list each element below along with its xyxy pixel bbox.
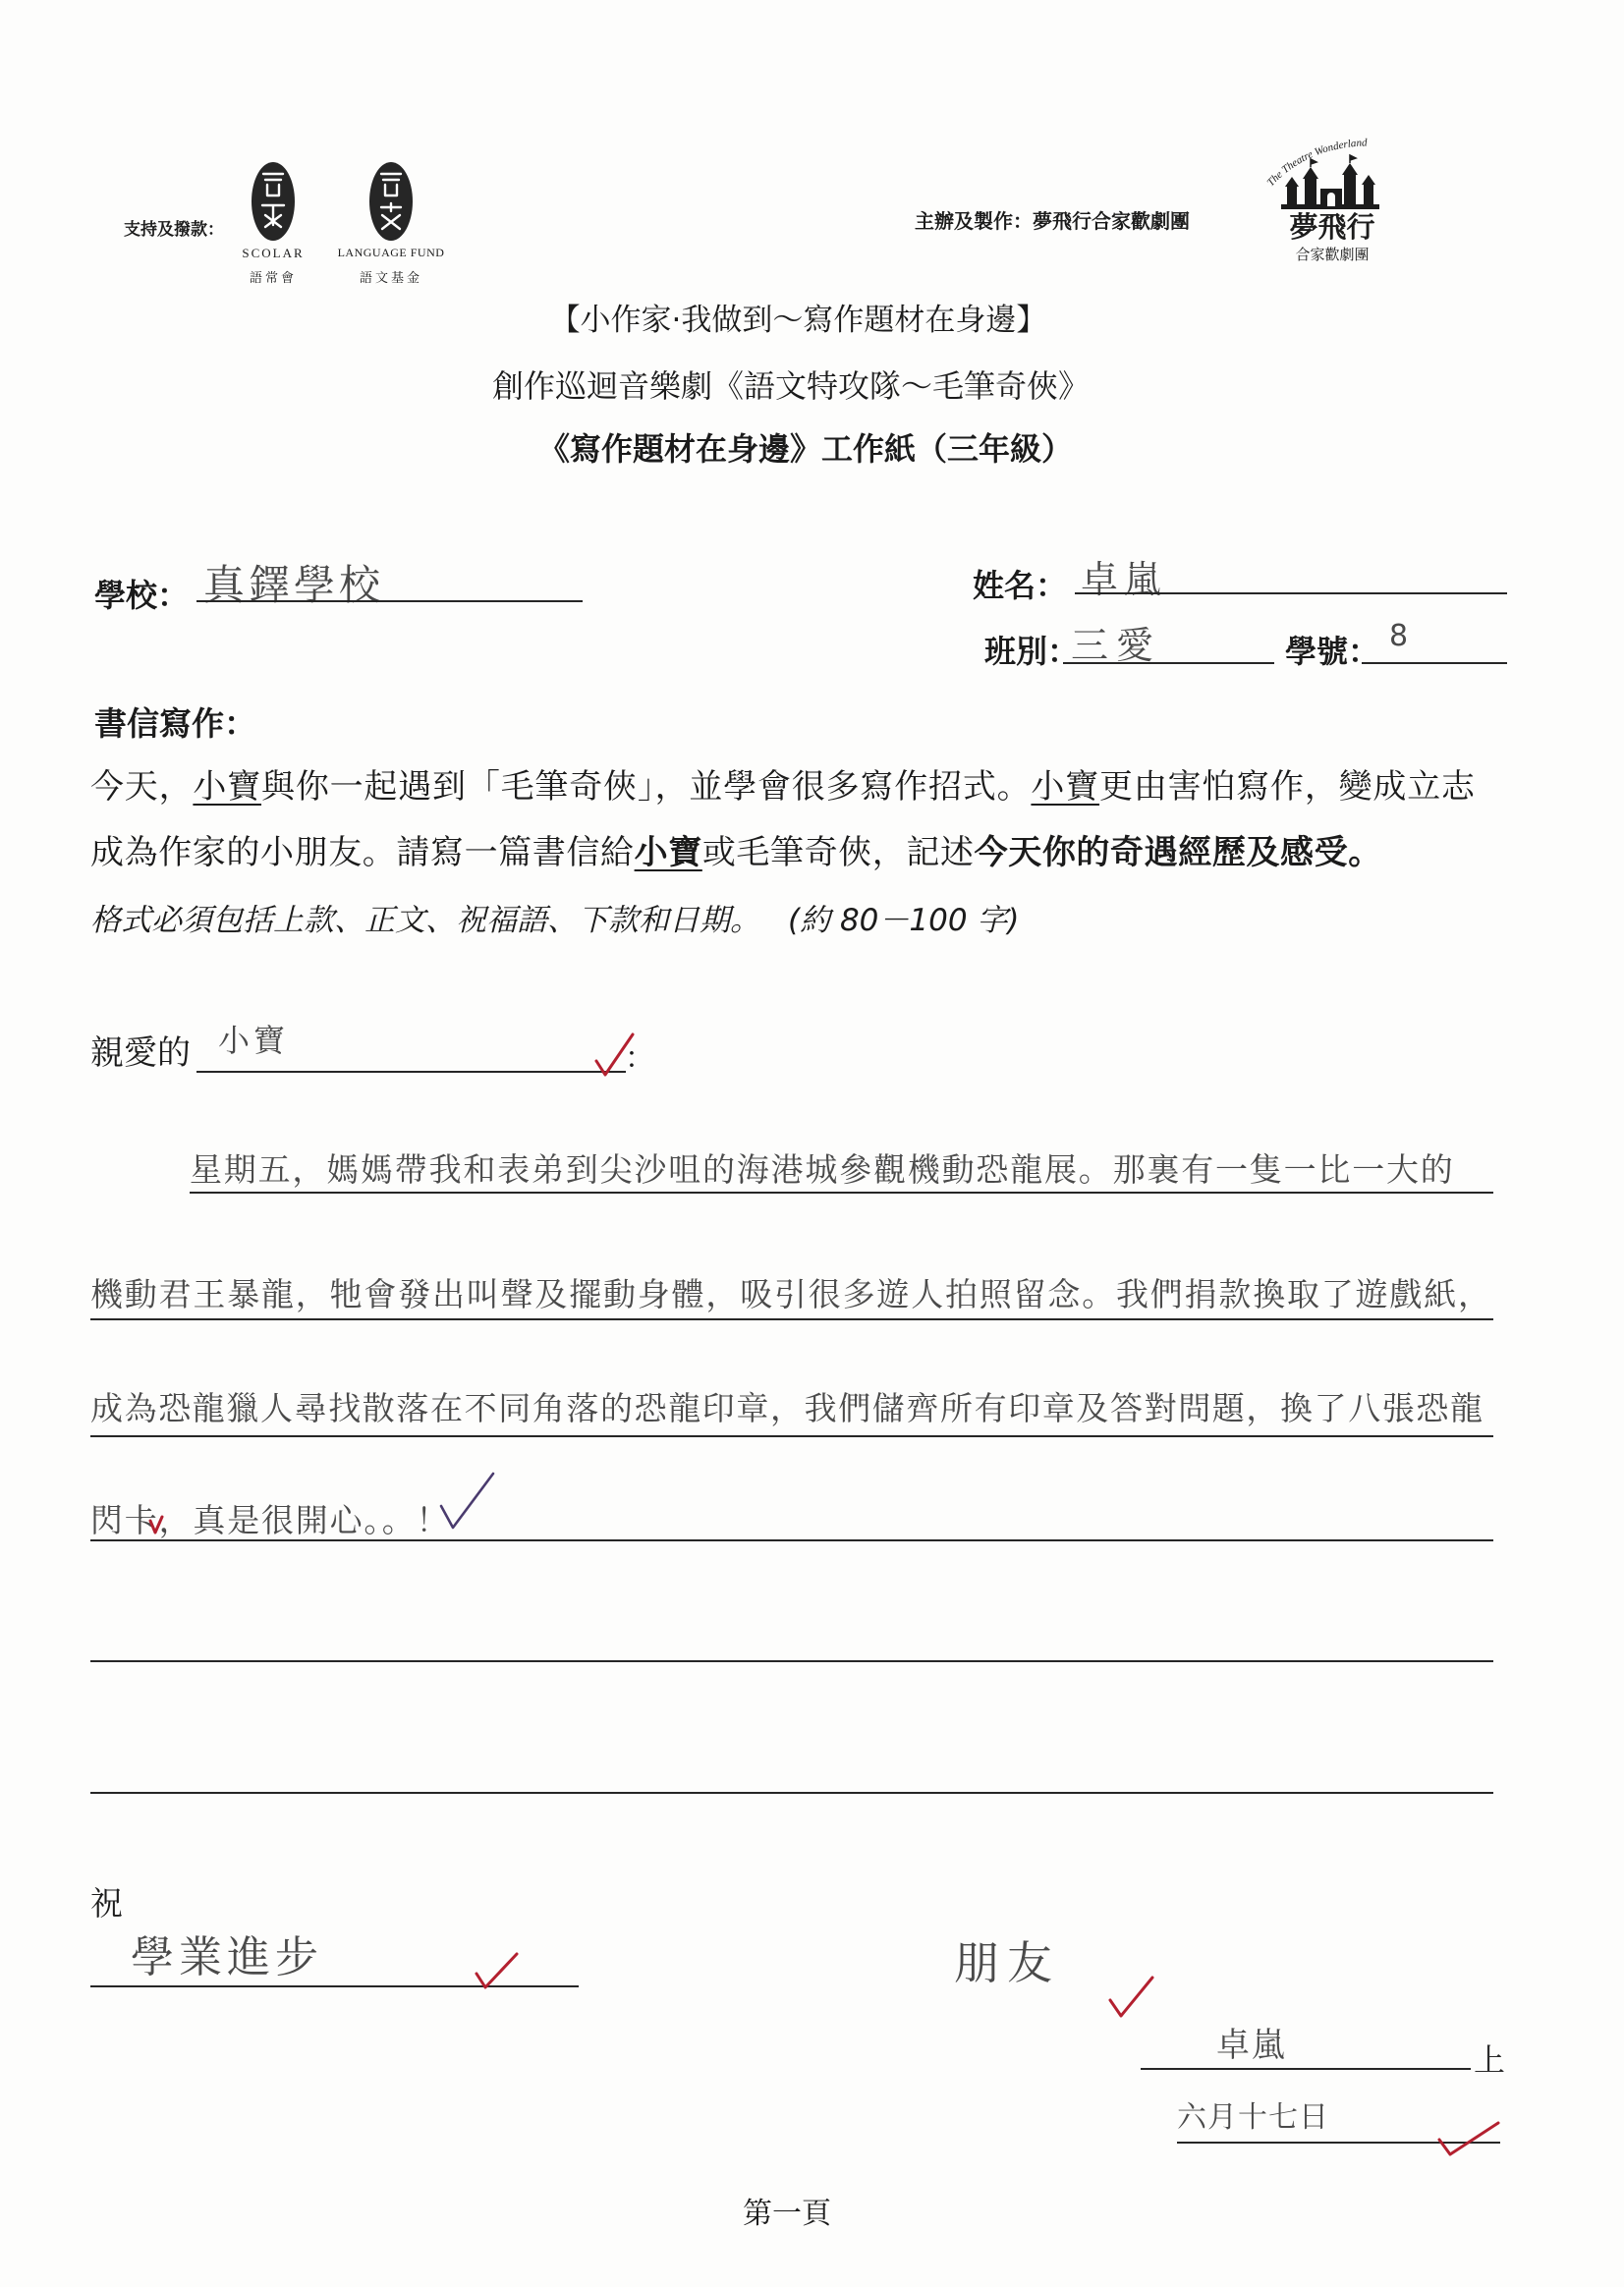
- language-fund-seal-icon: [367, 160, 415, 243]
- logo-arc-text: The Theatre Wonderland: [1265, 138, 1368, 190]
- task-keyword-xiaobao: 小寶: [1031, 767, 1100, 807]
- writing-line: [90, 1660, 1493, 1662]
- signature-value: 卓嵐: [1216, 2026, 1287, 2065]
- school-value: 真鐸學校: [203, 561, 385, 609]
- name-value: 卓嵐: [1081, 558, 1168, 601]
- greeting-colon: ：: [625, 1041, 654, 1076]
- number-value: 8: [1389, 619, 1409, 653]
- red-mark-icon: [147, 1513, 165, 1534]
- page-number: 第一頁: [743, 2197, 831, 2231]
- task-word-count: (約 80－100 字): [788, 903, 1020, 938]
- title-line-3: 《寫作題材在身邊》工作紙（三年級）: [537, 430, 1073, 468]
- class-label: 班別：: [984, 633, 1080, 670]
- check-mark-icon: [474, 1950, 519, 1991]
- check-mark-icon: [1107, 1975, 1154, 2020]
- check-mark-icon: [593, 1032, 635, 1077]
- date-value: 六月十七日: [1177, 2100, 1329, 2135]
- class-underline: [1063, 662, 1274, 664]
- task-text: 今天，: [90, 767, 194, 807]
- writing-line: [190, 1192, 1493, 1194]
- language-fund-name-en: LANGUAGE FUND: [337, 246, 445, 259]
- title-line-2: 創作巡迴音樂劇《語文特攻隊～毛筆奇俠》: [491, 367, 1090, 405]
- check-mark-icon: [437, 1471, 496, 1532]
- task-line-3: [90, 895, 1020, 939]
- school-underline: [196, 600, 583, 602]
- school-label: 學校：: [94, 577, 190, 614]
- task-keyword-experience: 今天你的奇遇經歷及感受。: [974, 833, 1382, 872]
- task-line-1: [90, 759, 1476, 808]
- signature-suffix: 上: [1474, 2041, 1506, 2079]
- language-fund-name-zh: 語文基金: [359, 271, 422, 286]
- organizer-label: 主辦及製作：夢飛行合家歡劇團: [915, 209, 1190, 233]
- writing-line: [90, 1318, 1493, 1320]
- greeting-underline: [196, 1071, 626, 1073]
- blessing-value: 學業進步: [131, 1932, 323, 1982]
- letter-body-line: 星期五，媽媽帶我和表弟到尖沙咀的海港城參觀機動恐龍展。那裏有一隻一比一大的: [190, 1150, 1455, 1189]
- scolar-name-en: SCOLAR: [242, 246, 305, 260]
- signature-underline: [1141, 2068, 1471, 2070]
- name-underline: [1075, 592, 1507, 594]
- writing-line: [90, 1539, 1493, 1541]
- task-text: 更由害怕寫作，變成立志: [1099, 767, 1476, 807]
- task-text: 成為作家的小朋友。請寫一篇書信給: [90, 833, 635, 872]
- task-keyword-xiaobao: 小寶: [193, 767, 262, 807]
- theatre-wonderland-logo: [1265, 138, 1399, 271]
- theatre-logo-graphic: [1265, 138, 1399, 271]
- letter-body-line: 成為恐龍獵人尋找散落在不同角落的恐龍印章，我們儲齊所有印章及答對問題，換了八張恐龍: [90, 1389, 1484, 1427]
- logo-name: 夢飛行: [1289, 210, 1375, 244]
- task-text: 或毛筆奇俠，記述: [701, 833, 975, 872]
- task-text: 與你一起遇到「毛筆奇俠」，並學會很多寫作招式。: [261, 767, 1032, 807]
- title-line-1: 【小作家·我做到～寫作題材在身邊】: [549, 303, 1047, 338]
- greeting-recipient: 小寶: [218, 1022, 290, 1059]
- task-format-requirement: 格式必須包括上款、正文、祝福語、下款和日期。: [90, 903, 760, 938]
- letter-body-line: 機動君王暴龍，牠會發出叫聲及擺動身體，吸引很多遊人拍照留念。我們捐款換取了遊戲紙，: [90, 1275, 1492, 1313]
- scolar-seal-icon: [250, 160, 297, 243]
- greeting-label: 親愛的: [90, 1033, 191, 1073]
- relation-value: 朋友: [954, 1936, 1060, 1989]
- check-mark-icon: [1436, 2120, 1501, 2157]
- number-label: 學號：: [1285, 633, 1380, 670]
- writing-line: [90, 1792, 1493, 1794]
- task-keyword-xiaobao: 小寶: [634, 833, 702, 872]
- letter-body-line: 閃卡，真是很開心。。！: [90, 1501, 451, 1539]
- name-label: 姓名：: [973, 567, 1068, 604]
- sponsor-label: 支持及撥款：: [124, 220, 224, 240]
- number-underline: [1362, 662, 1507, 664]
- class-value: 三愛: [1071, 624, 1162, 667]
- scolar-name-zh: 語常會: [249, 271, 297, 286]
- logo-subtitle: 合家歡劇團: [1295, 246, 1370, 263]
- task-line-2: [90, 825, 1382, 873]
- castle-door-icon: [1327, 193, 1335, 206]
- task-heading: 書信寫作：: [94, 704, 256, 743]
- blessing-label: 祝: [90, 1884, 123, 1923]
- writing-line: [90, 1435, 1493, 1437]
